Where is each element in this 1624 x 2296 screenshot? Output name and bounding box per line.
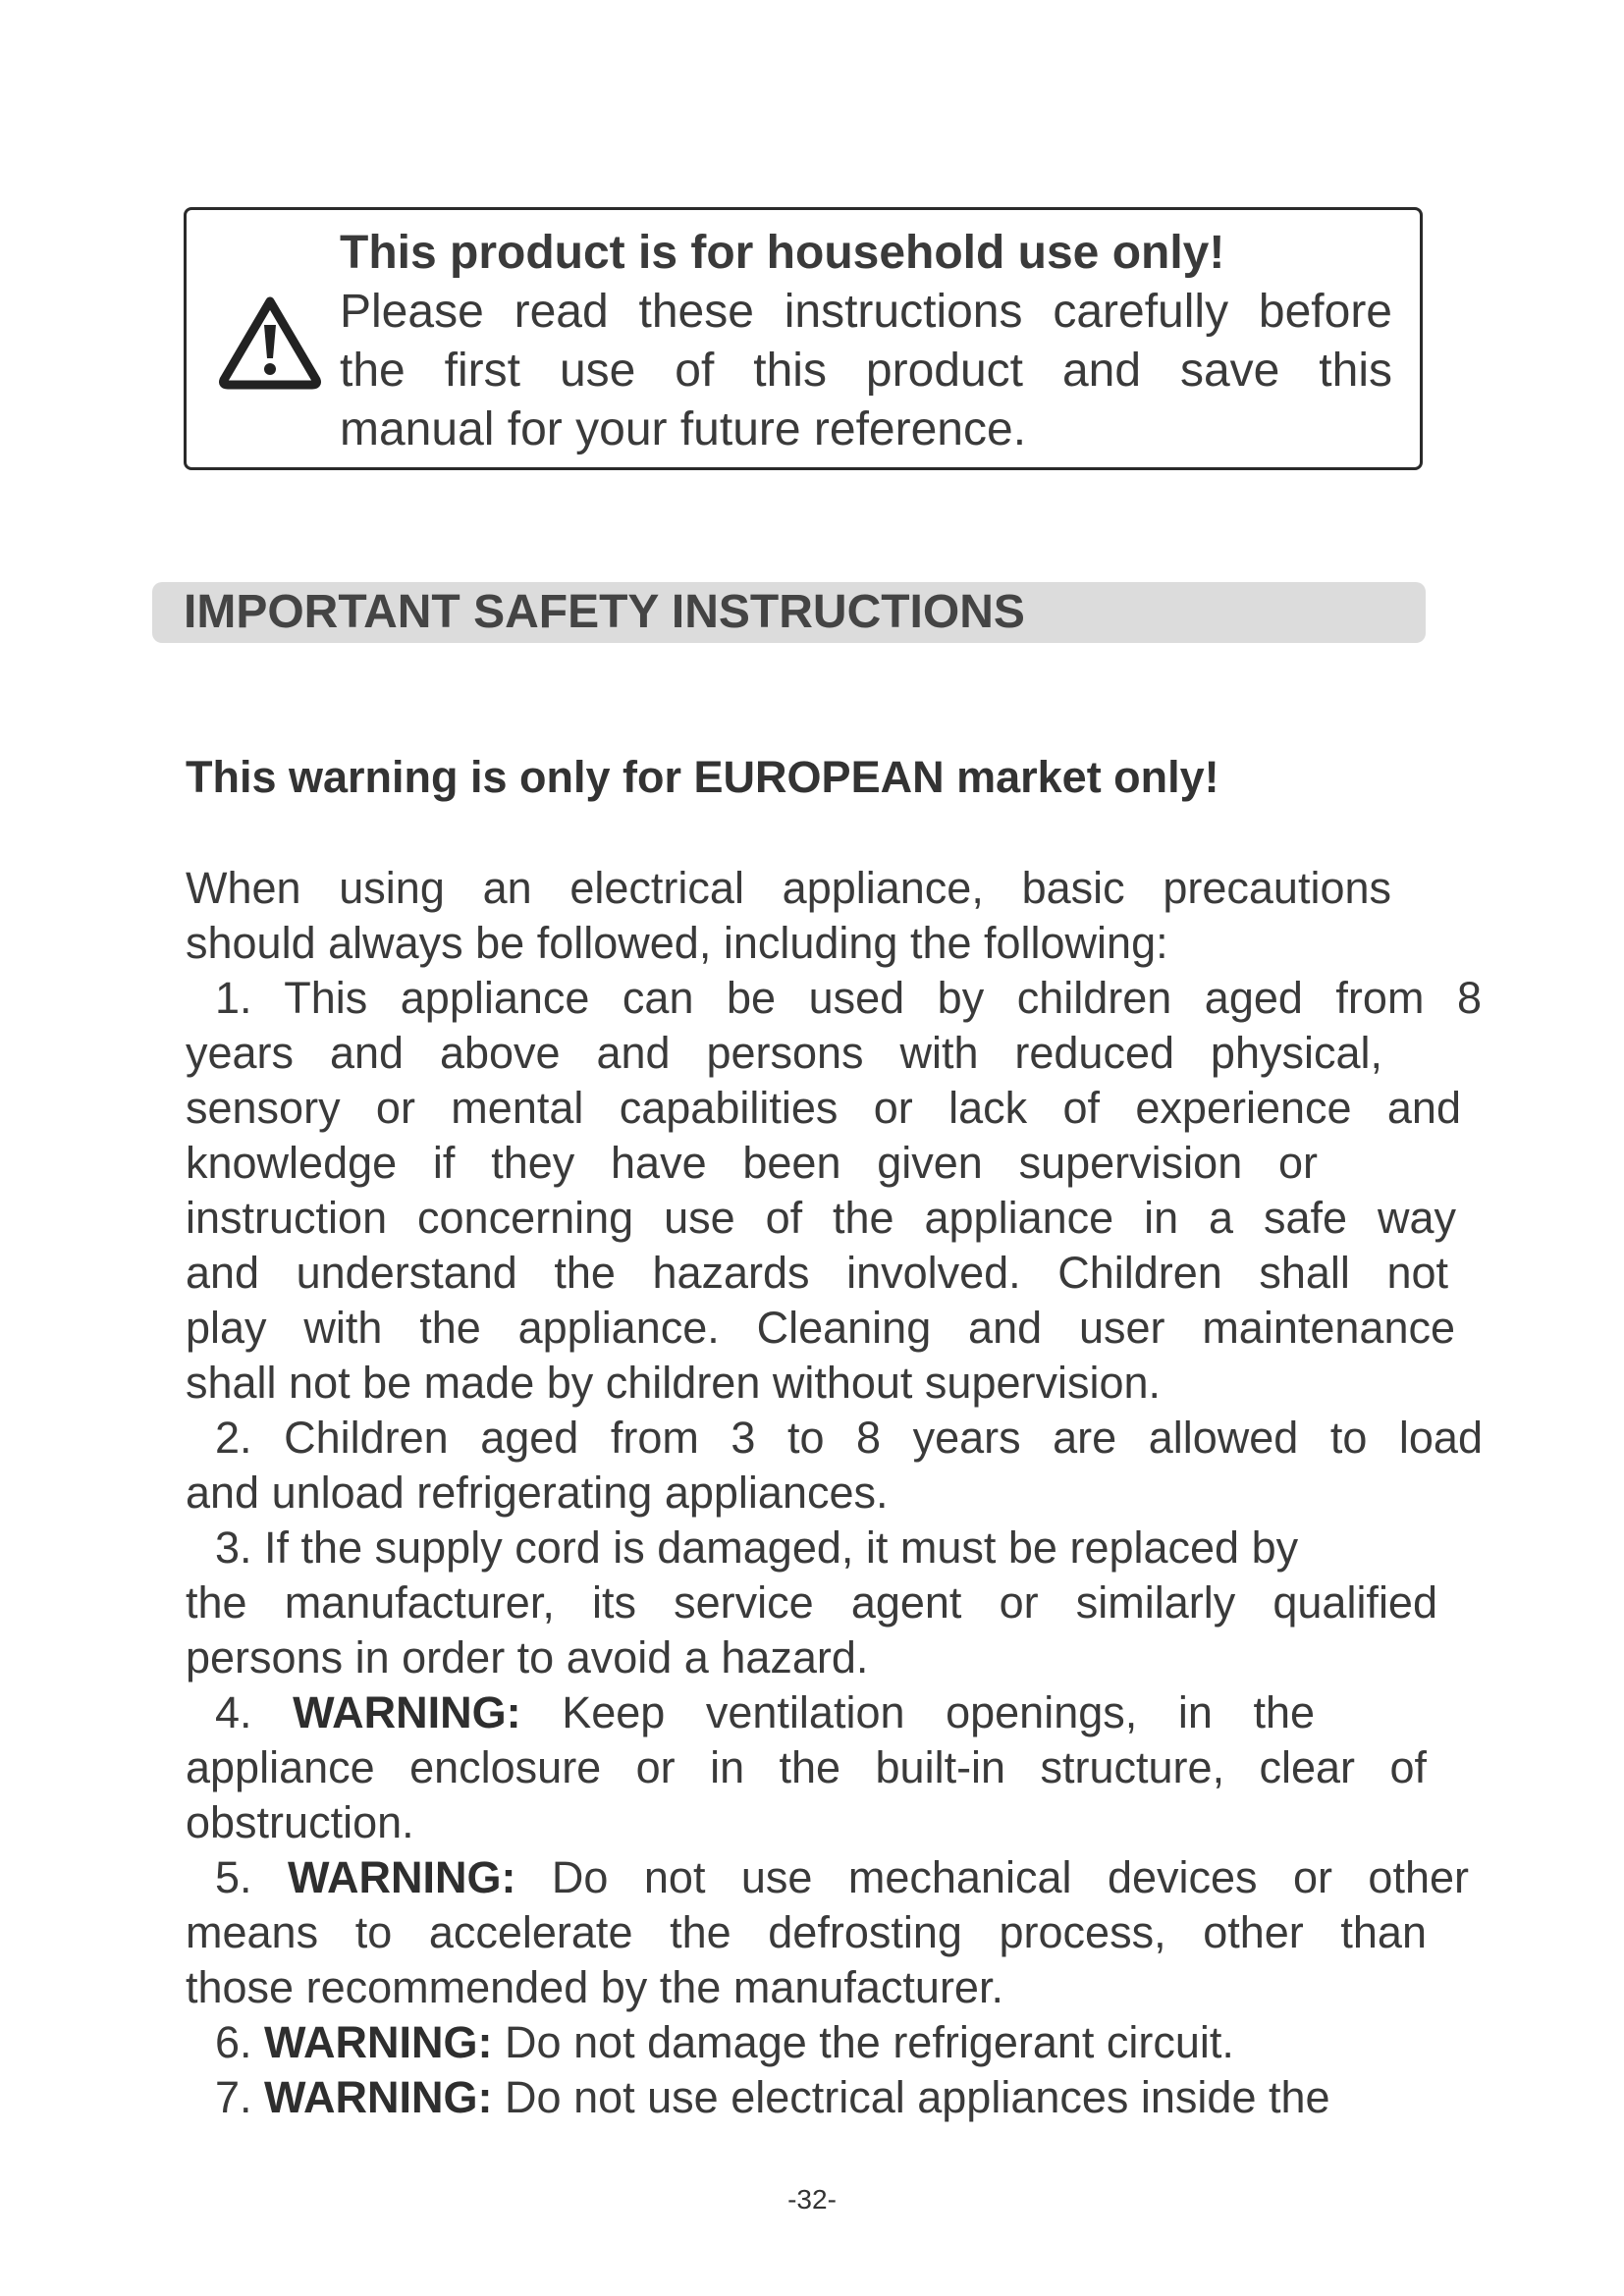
warning-label: WARNING: <box>287 1852 516 1902</box>
item-number: 6. <box>215 2017 252 2067</box>
warning-triangle-icon <box>216 294 324 392</box>
item-text: Do not damage the refrigerant circuit. <box>505 2017 1234 2067</box>
warning-label: WARNING: <box>264 2017 493 2067</box>
item-text: Do not use electrical appliances inside the <box>505 2072 1330 2122</box>
item-number: 3. <box>215 1522 252 1573</box>
item-number: 2. <box>215 1413 252 1463</box>
page-number: -32- <box>787 2184 837 2215</box>
item-line: knowledge if they have been given supervision or <box>186 1138 1318 1188</box>
item-5-first-line <box>186 1850 1469 1905</box>
instructions-body <box>186 861 1491 2125</box>
item-3-first-line <box>186 1521 1491 1575</box>
item-text: Children aged from 3 to 8 years are allowed to load <box>284 1413 1483 1463</box>
intro-line: should always be followed, including the following: <box>186 918 1168 968</box>
item-line: persons in order to avoid a hazard. <box>186 1632 869 1682</box>
item-line: and unload refrigerating appliances. <box>186 1468 889 1518</box>
item-line: sensory or mental capabilities or lack of experience and <box>186 1083 1461 1133</box>
item-line: and understand the hazards involved. Children shall not <box>186 1248 1448 1298</box>
item-6-first-line <box>186 2015 1491 2070</box>
item-line: appliance enclosure or in the built-in structure, clear of <box>186 1742 1427 1792</box>
item-line: shall not be made by children without supervision. <box>186 1358 1162 1408</box>
eu-warning-heading: This warning is only for EUROPEAN market only! <box>186 752 1219 802</box>
item-number: 5. <box>215 1852 252 1902</box>
notice-text <box>340 224 1400 459</box>
item-2-first-line <box>186 1411 1483 1466</box>
section-title: IMPORTANT SAFETY INSTRUCTIONS <box>184 586 1025 638</box>
item-line: years and above and persons with reduced physical, <box>186 1028 1382 1078</box>
item-text: If the supply cord is damaged, it must be replaced by <box>264 1522 1299 1573</box>
item-number: 1. <box>215 973 252 1023</box>
item-text: Do not use mechanical devices or other <box>551 1852 1469 1902</box>
notice-line: Please read these instructions carefully before <box>340 286 1392 338</box>
item-line: the manufacturer, its service agent or similarly qualified <box>186 1577 1437 1628</box>
notice-line: the first use of this product and save this <box>340 345 1392 397</box>
item-4-first-line <box>186 1685 1315 1740</box>
item-line: instruction concerning use of the appliance in a safe way <box>186 1193 1456 1243</box>
item-number: 7. <box>215 2072 252 2122</box>
item-line: play with the appliance. Cleaning and user maintenance <box>186 1303 1455 1353</box>
item-line: means to accelerate the defrosting process, other than <box>186 1907 1427 1957</box>
warning-label: WARNING: <box>293 1687 521 1737</box>
item-7-first-line <box>186 2070 1491 2125</box>
item-text: This appliance can be used by children aged from 8 <box>284 973 1482 1023</box>
notice-box <box>184 207 1423 470</box>
item-text: Keep ventilation openings, in the <box>562 1687 1315 1737</box>
item-1-first-line <box>186 971 1482 1026</box>
warning-label: WARNING: <box>264 2072 493 2122</box>
notice-line: manual for your future reference. <box>340 403 1027 455</box>
item-number: 4. <box>215 1687 252 1737</box>
intro-line: When using an electrical appliance, basic precautions <box>186 863 1391 913</box>
section-banner <box>152 582 1426 643</box>
item-line: those recommended by the manufacturer. <box>186 1962 1003 2012</box>
notice-title: This product is for household use only! <box>340 227 1225 279</box>
item-line: obstruction. <box>186 1797 414 1847</box>
